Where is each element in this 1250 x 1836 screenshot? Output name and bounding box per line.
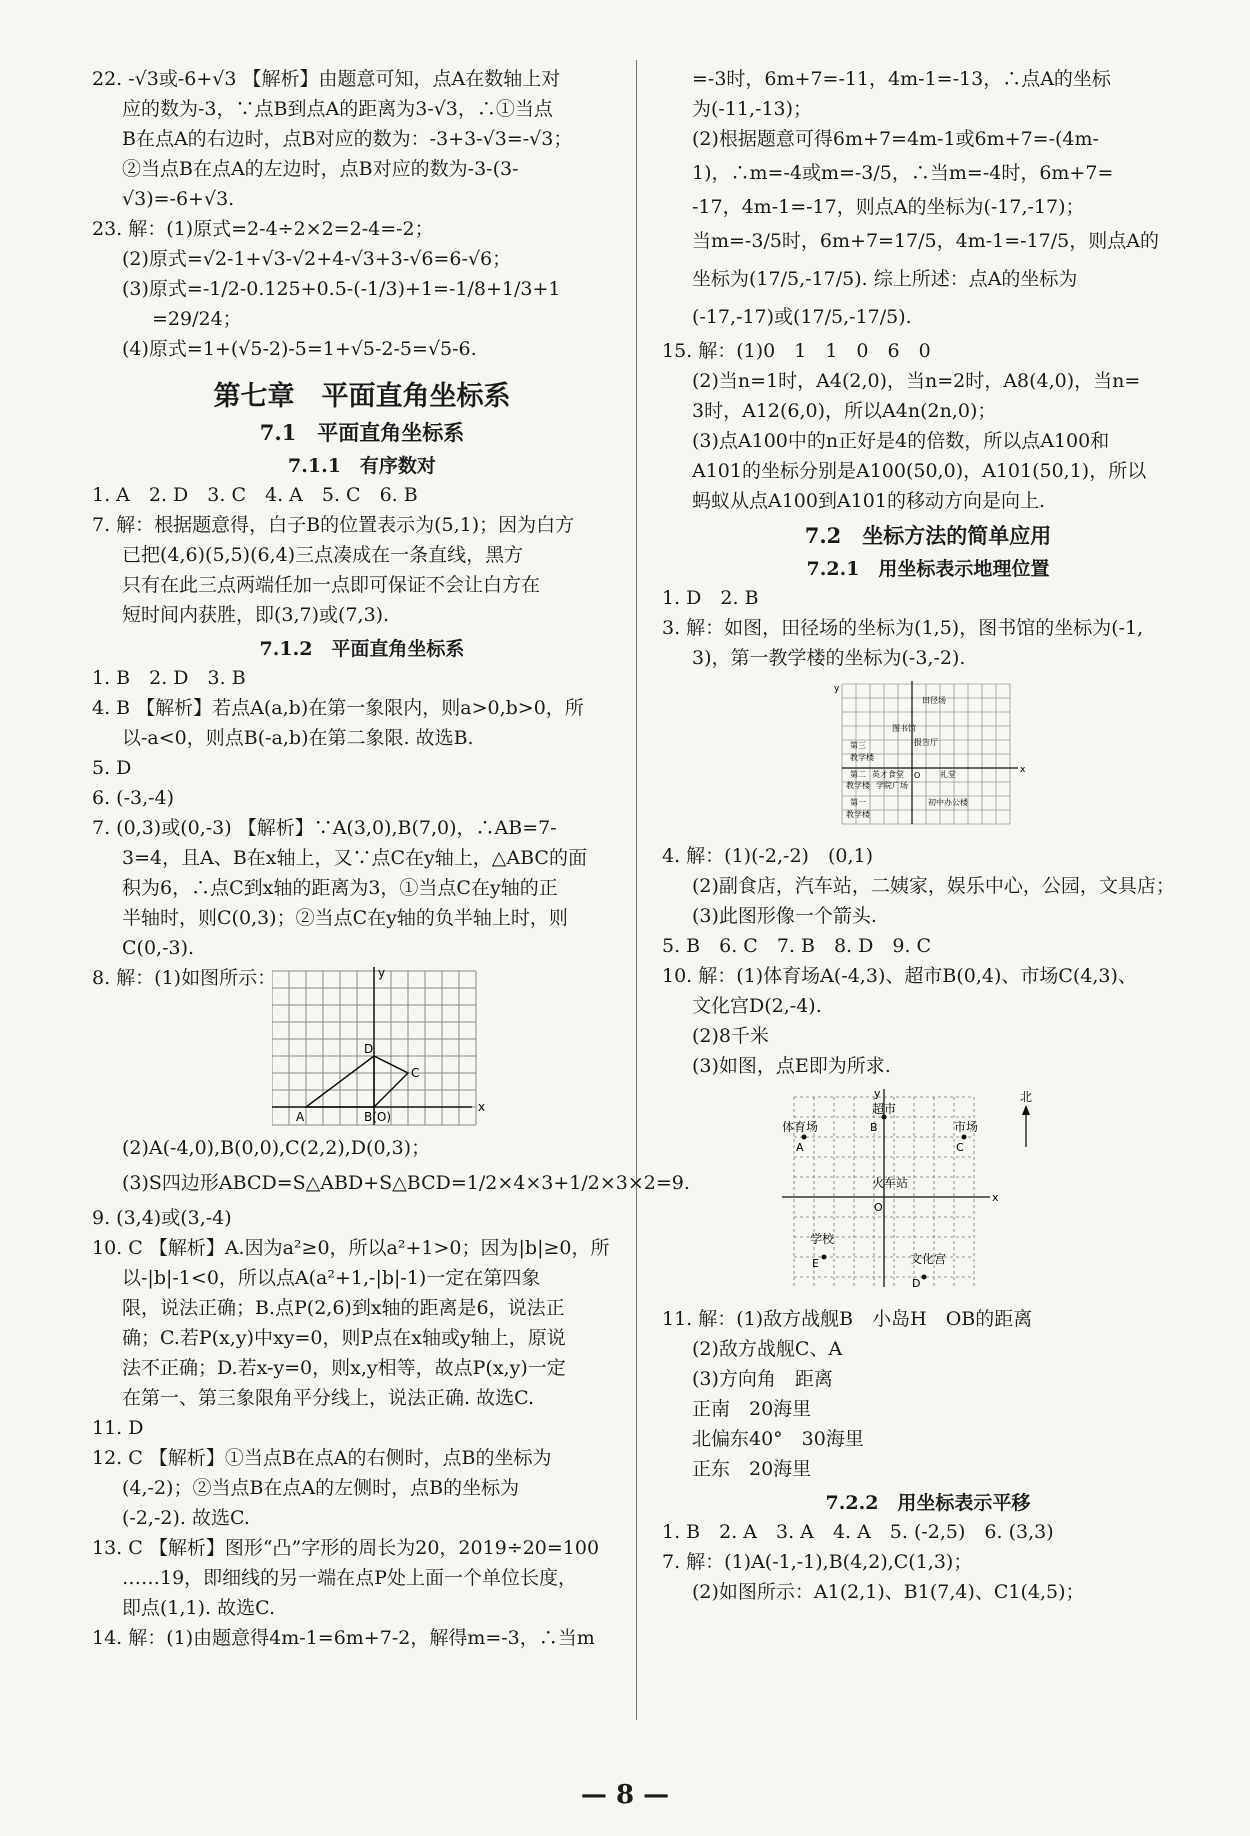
text-line: 文化宫D(2,-4). xyxy=(692,995,822,1017)
text-line: (4)原式=1+(√5-2)-5=1+√5-2-5=√5-6. xyxy=(122,338,477,360)
text-line: 5. B 6. C 7. B 8. D 9. C xyxy=(662,935,932,957)
figure-q3-campus-map xyxy=(662,679,1194,833)
axis-label-y: y xyxy=(834,684,840,694)
text-line: 限，说法正确；B.点P(2,6)到x轴的距离是6，说法正 xyxy=(122,1297,565,1319)
label-auditorium: 礼堂 xyxy=(940,770,956,779)
section-7-1-1-answers xyxy=(92,480,632,630)
text-line: 半轴时，则C(0,3)；②当点C在y轴的负半轴上时，则 xyxy=(122,907,568,929)
text-line: 4. 解：(1)(-2,-2) (0,1) xyxy=(662,845,874,867)
text-line: 13. C 【解析】图形“凸”字形的周长为20，2019÷20=100 xyxy=(92,1537,600,1559)
text-line: (2)副食店，汽车站，二姨家，娱乐中心，公园，文具店； xyxy=(692,875,1175,897)
text-line: 3时，A12(6,0)，所以A4n(2n,0)； xyxy=(692,400,997,422)
point-label-a: A xyxy=(296,1110,305,1124)
text-line: =-3时，6m+7=-11，4m-1=-13，∴点A的坐标 xyxy=(692,68,1111,90)
section-7-1-2-more xyxy=(92,1203,632,1653)
text-line: 6. (-3,-4) xyxy=(92,787,175,809)
text-line: 应的数为-3，∵点B到点A的距离为3-√3，∴①当点 xyxy=(122,98,553,120)
text-line: (4,-2)；②当点B在点A的左侧时，点B的坐标为 xyxy=(122,1477,520,1499)
question-8-continued xyxy=(92,1133,690,1203)
section-7-2-1-q11 xyxy=(662,1304,1194,1484)
text-line: 正东 20海里 xyxy=(692,1458,812,1480)
text-line: (2)A(-4,0),B(0,0),C(2,2),D(0,3)； xyxy=(122,1137,431,1159)
text-line: (2)原式=√2-1+√3-√2+4-√3+3-√6=6-√6； xyxy=(122,248,512,270)
section-7-2-1-answers xyxy=(662,583,1194,673)
text-line: 只有在此三点两端任加一点即可保证不会让白方在 xyxy=(122,574,541,596)
text-line: (2)根据题意可得6m+7=4m-1或6m+7=-(4m- xyxy=(692,128,1099,150)
origin-label: O xyxy=(914,771,921,780)
text-line: √3)=-6+√3. xyxy=(122,188,235,210)
text-line: 4. B 【解析】若点A(a,b)在第一象限内，则a>0,b>0，所 xyxy=(92,697,584,719)
point-label-a: A xyxy=(796,1141,804,1154)
axis-label-y: y xyxy=(874,1087,881,1100)
north-label: 北 xyxy=(1020,1090,1033,1104)
text-line: 3. 解：如图，田径场的坐标为(1,5)，图书馆的坐标为(-1, xyxy=(662,617,1144,639)
text-line: 1. B 2. D 3. B xyxy=(92,667,246,689)
text-line: 14. 解：(1)由题意得4m-1=6m+7-2，解得m=-3，∴当m xyxy=(92,1627,595,1649)
label-square: 学院广场 xyxy=(876,781,908,790)
text-line: B在点A的右边时，点B对应的数为：-3+3-√3=-√3； xyxy=(122,128,573,150)
label-report-hall: 报告厅 xyxy=(914,738,938,747)
text-line: 3=4，且A、B在x轴上，又∵点C在y轴上，△ABC的面 xyxy=(122,847,587,869)
text-line: 7. 解：根据题意得，白子B的位置表示为(5,1)；因为白方 xyxy=(92,514,575,536)
text-line: (3)点A100中的n正好是4的倍数，所以点A100和 xyxy=(692,430,1110,452)
axis-label-x: x xyxy=(478,1100,486,1114)
city-map-svg xyxy=(782,1087,1042,1292)
question-15 xyxy=(662,336,1194,516)
text-line: 9. (3,4)或(3,-4) xyxy=(92,1207,232,1229)
label-market: 市场 xyxy=(954,1120,979,1134)
point-label-b: B(O) xyxy=(364,1110,392,1124)
subsection-title: 7.2.1 用坐标表示地理位置 xyxy=(806,558,1050,580)
text-line: 为(-11,-13)； xyxy=(692,98,813,120)
text-line: 1. D 2. B xyxy=(662,587,759,609)
point-label-c: C xyxy=(956,1141,964,1154)
section-7-1-2-answers xyxy=(92,663,632,963)
figure-q10-city-map xyxy=(662,1087,1194,1296)
label-building-2: 第二 xyxy=(850,770,866,779)
label-school: 学校 xyxy=(810,1232,835,1246)
label-building-1: 第一 xyxy=(850,798,866,807)
text-line: -17，4m-1=-17，则点A的坐标为(-17,-17)； xyxy=(692,196,1085,218)
origin-label: O xyxy=(874,1201,883,1214)
text-line: 8. 解：(1)如图所示： xyxy=(92,967,277,989)
text-line: 10. C 【解析】A.因为a²≥0，所以a²+1>0；因为|b|≥0，所 xyxy=(92,1237,610,1259)
text-line: 已把(4,6)(5,5)(6,4)三点凑成在一条直线，黑方 xyxy=(122,544,524,566)
axis-label-x: x xyxy=(992,1191,999,1204)
section-title: 7.2 坐标方法的简单应用 xyxy=(804,523,1052,548)
text-line: 积为6，∴点C到x轴的距离为3，①当点C在y轴的正 xyxy=(122,877,558,899)
text-line: (3)此图形像一个箭头. xyxy=(692,905,877,927)
subsection-title: 7.2.2 用坐标表示平移 xyxy=(825,1492,1031,1514)
text-line: 蚂蚁从点A100到A101的移动方向是向上. xyxy=(692,490,1046,512)
text-line: 3)，第一教学楼的坐标为(-3,-2). xyxy=(692,647,966,669)
text-line: 短时间内获胜，即(3,7)或(7,3). xyxy=(122,604,390,626)
text-line: (-2,-2). 故选C. xyxy=(122,1507,250,1529)
point-label-e: E xyxy=(812,1257,819,1270)
text-line: (2)当n=1时，A4(2,0)，当n=2时，A8(4,0)，当n= xyxy=(692,370,1141,392)
text-line: 正南 20海里 xyxy=(692,1398,812,1420)
campus-map-svg xyxy=(832,679,1032,829)
text-line: 7. 解：(1)A(-1,-1),B(4,2),C(1,3)； xyxy=(662,1551,973,1573)
text-line: 以-a<0，则点B(-a,b)在第二象限. 故选B. xyxy=(122,727,474,749)
text-line: (-17,-17)或(17/5,-17/5). xyxy=(692,306,912,328)
text-line: (2)敌方战舰C、A xyxy=(692,1338,843,1360)
question-8 xyxy=(92,963,632,1133)
point-label-d: D xyxy=(364,1042,374,1056)
text-line: 1. A 2. D 3. C 4. A 5. C 6. B xyxy=(92,484,418,506)
column-divider xyxy=(636,60,637,1720)
text-line: 坐标为(17/5,-17/5). 综上所述：点A的坐标为 xyxy=(692,268,1078,290)
page-number: — 8 — xyxy=(580,1780,670,1810)
axis-label-y: y xyxy=(378,966,386,980)
point-label-b: B xyxy=(870,1121,878,1134)
point-label-d: D xyxy=(912,1277,921,1290)
text-line: (3)原式=-1/2-0.125+0.5-(-1/3)+1=-1/8+1/3+1 xyxy=(122,278,561,300)
text-line: 确；C.若P(x,y)中xy=0，则P点在x轴或y轴上，原说 xyxy=(122,1327,566,1349)
label-library: 图书馆 xyxy=(892,724,916,733)
text-line: 即点(1,1). 故选C. xyxy=(122,1597,276,1619)
text-line: (2)如图所示：A1(2,1)、B1(7,4)、C1(4,5)； xyxy=(692,1581,1085,1603)
label-culture-palace: 文化宫 xyxy=(910,1252,947,1266)
text-line: 北偏东40° 30海里 xyxy=(692,1428,864,1450)
subsection-title: 7.1.1 有序数对 xyxy=(288,455,436,477)
label-building-2b: 教学楼 xyxy=(846,781,870,790)
question-22 xyxy=(92,64,632,214)
label-stadium: 体育场 xyxy=(782,1120,819,1134)
text-line: 当m=-3/5时，6m+7=17/5，4m-1=-17/5，则点A的 xyxy=(692,230,1159,252)
text-line: ②当点B在点A的左边时，点B对应的数为-3-(3- xyxy=(122,158,519,180)
text-line: (3)方向角 距离 xyxy=(692,1368,833,1390)
text-line: 15. 解：(1)0 1 1 0 6 0 xyxy=(662,340,931,362)
text-line: ……19，即细线的另一端在点P处上面一个单位长度， xyxy=(122,1567,577,1589)
text-line: 7. (0,3)或(0,-3) 【解析】∵A(3,0),B(7,0)，∴AB=7- xyxy=(92,817,557,839)
left-column xyxy=(92,64,690,1653)
text-line: (2)8千米 xyxy=(692,1025,770,1047)
right-column xyxy=(662,64,1194,1607)
axis-label-x: x xyxy=(1020,765,1026,775)
text-line: 1. B 2. A 3. A 4. A 5. (-2,5) 6. (3,3) xyxy=(662,1521,1054,1543)
subsection-title: 7.1.2 平面直角坐标系 xyxy=(259,638,465,660)
text-line: =29/24； xyxy=(152,308,242,330)
label-office: 初中办公楼 xyxy=(928,798,968,807)
text-line: 在第一、第三象限角平分线上，说法正确. 故选C. xyxy=(122,1387,534,1409)
text-line: 以-|b|-1<0，所以点A(a²+1,-|b|-1)一定在第四象 xyxy=(122,1267,541,1289)
section-7-2-1-more xyxy=(662,841,1194,1081)
text-line: 22. -√3或-6+√3 【解析】由题意可知，点A在数轴上对 xyxy=(92,68,561,90)
label-building-3b: 教学楼 xyxy=(850,753,874,762)
text-line: A101的坐标分别是A100(50,0)，A101(50,1)，所以 xyxy=(692,460,1147,482)
label-station: 火车站 xyxy=(872,1176,909,1190)
label-building-3: 第三 xyxy=(850,741,866,750)
text-line: 10. 解：(1)体育场A(-4,3)、超市B(0,4)、市场C(4,3)、 xyxy=(662,965,1137,987)
text-line: (3)S四边形ABCD=S△ABD+S△BCD=1/2×4×3+1/2×3×2=9. xyxy=(122,1172,690,1194)
figure-q8-grid xyxy=(272,965,512,1131)
label-building-1b: 教学楼 xyxy=(846,810,870,819)
question-23 xyxy=(92,214,632,364)
label-track-field: 田径场 xyxy=(922,696,946,705)
text-line: 23. 解：(1)原式=2-4÷2×2=2-4=-2； xyxy=(92,218,434,240)
label-canteen: 英才食堂 xyxy=(872,770,904,779)
point-label-c: C xyxy=(411,1066,420,1080)
text-line: C(0,-3). xyxy=(122,937,195,959)
text-line: 12. C 【解析】①当点B在点A的右侧时，点B的坐标为 xyxy=(92,1447,552,1469)
question-14-continued xyxy=(662,64,1194,336)
section-7-2-2-answers xyxy=(662,1517,1194,1607)
text-line: 11. D xyxy=(92,1417,144,1439)
text-line: (3)如图，点E即为所求. xyxy=(692,1055,891,1077)
section-title: 7.1 平面直角坐标系 xyxy=(259,420,465,445)
text-line: 法不正确；D.若x-y=0，则x,y相等，故点P(x,y)一定 xyxy=(122,1357,566,1379)
chapter-title: 第七章 平面直角坐标系 xyxy=(213,381,511,412)
text-line: 5. D xyxy=(92,757,132,779)
text-line: 11. 解：(1)敌方战舰B 小岛H OB的距离 xyxy=(662,1308,1033,1330)
text-line: 1)，∴m=-4或m=-3/5，∴当m=-4时，6m+7= xyxy=(692,162,1114,184)
label-supermarket: 超市 xyxy=(872,1102,897,1116)
